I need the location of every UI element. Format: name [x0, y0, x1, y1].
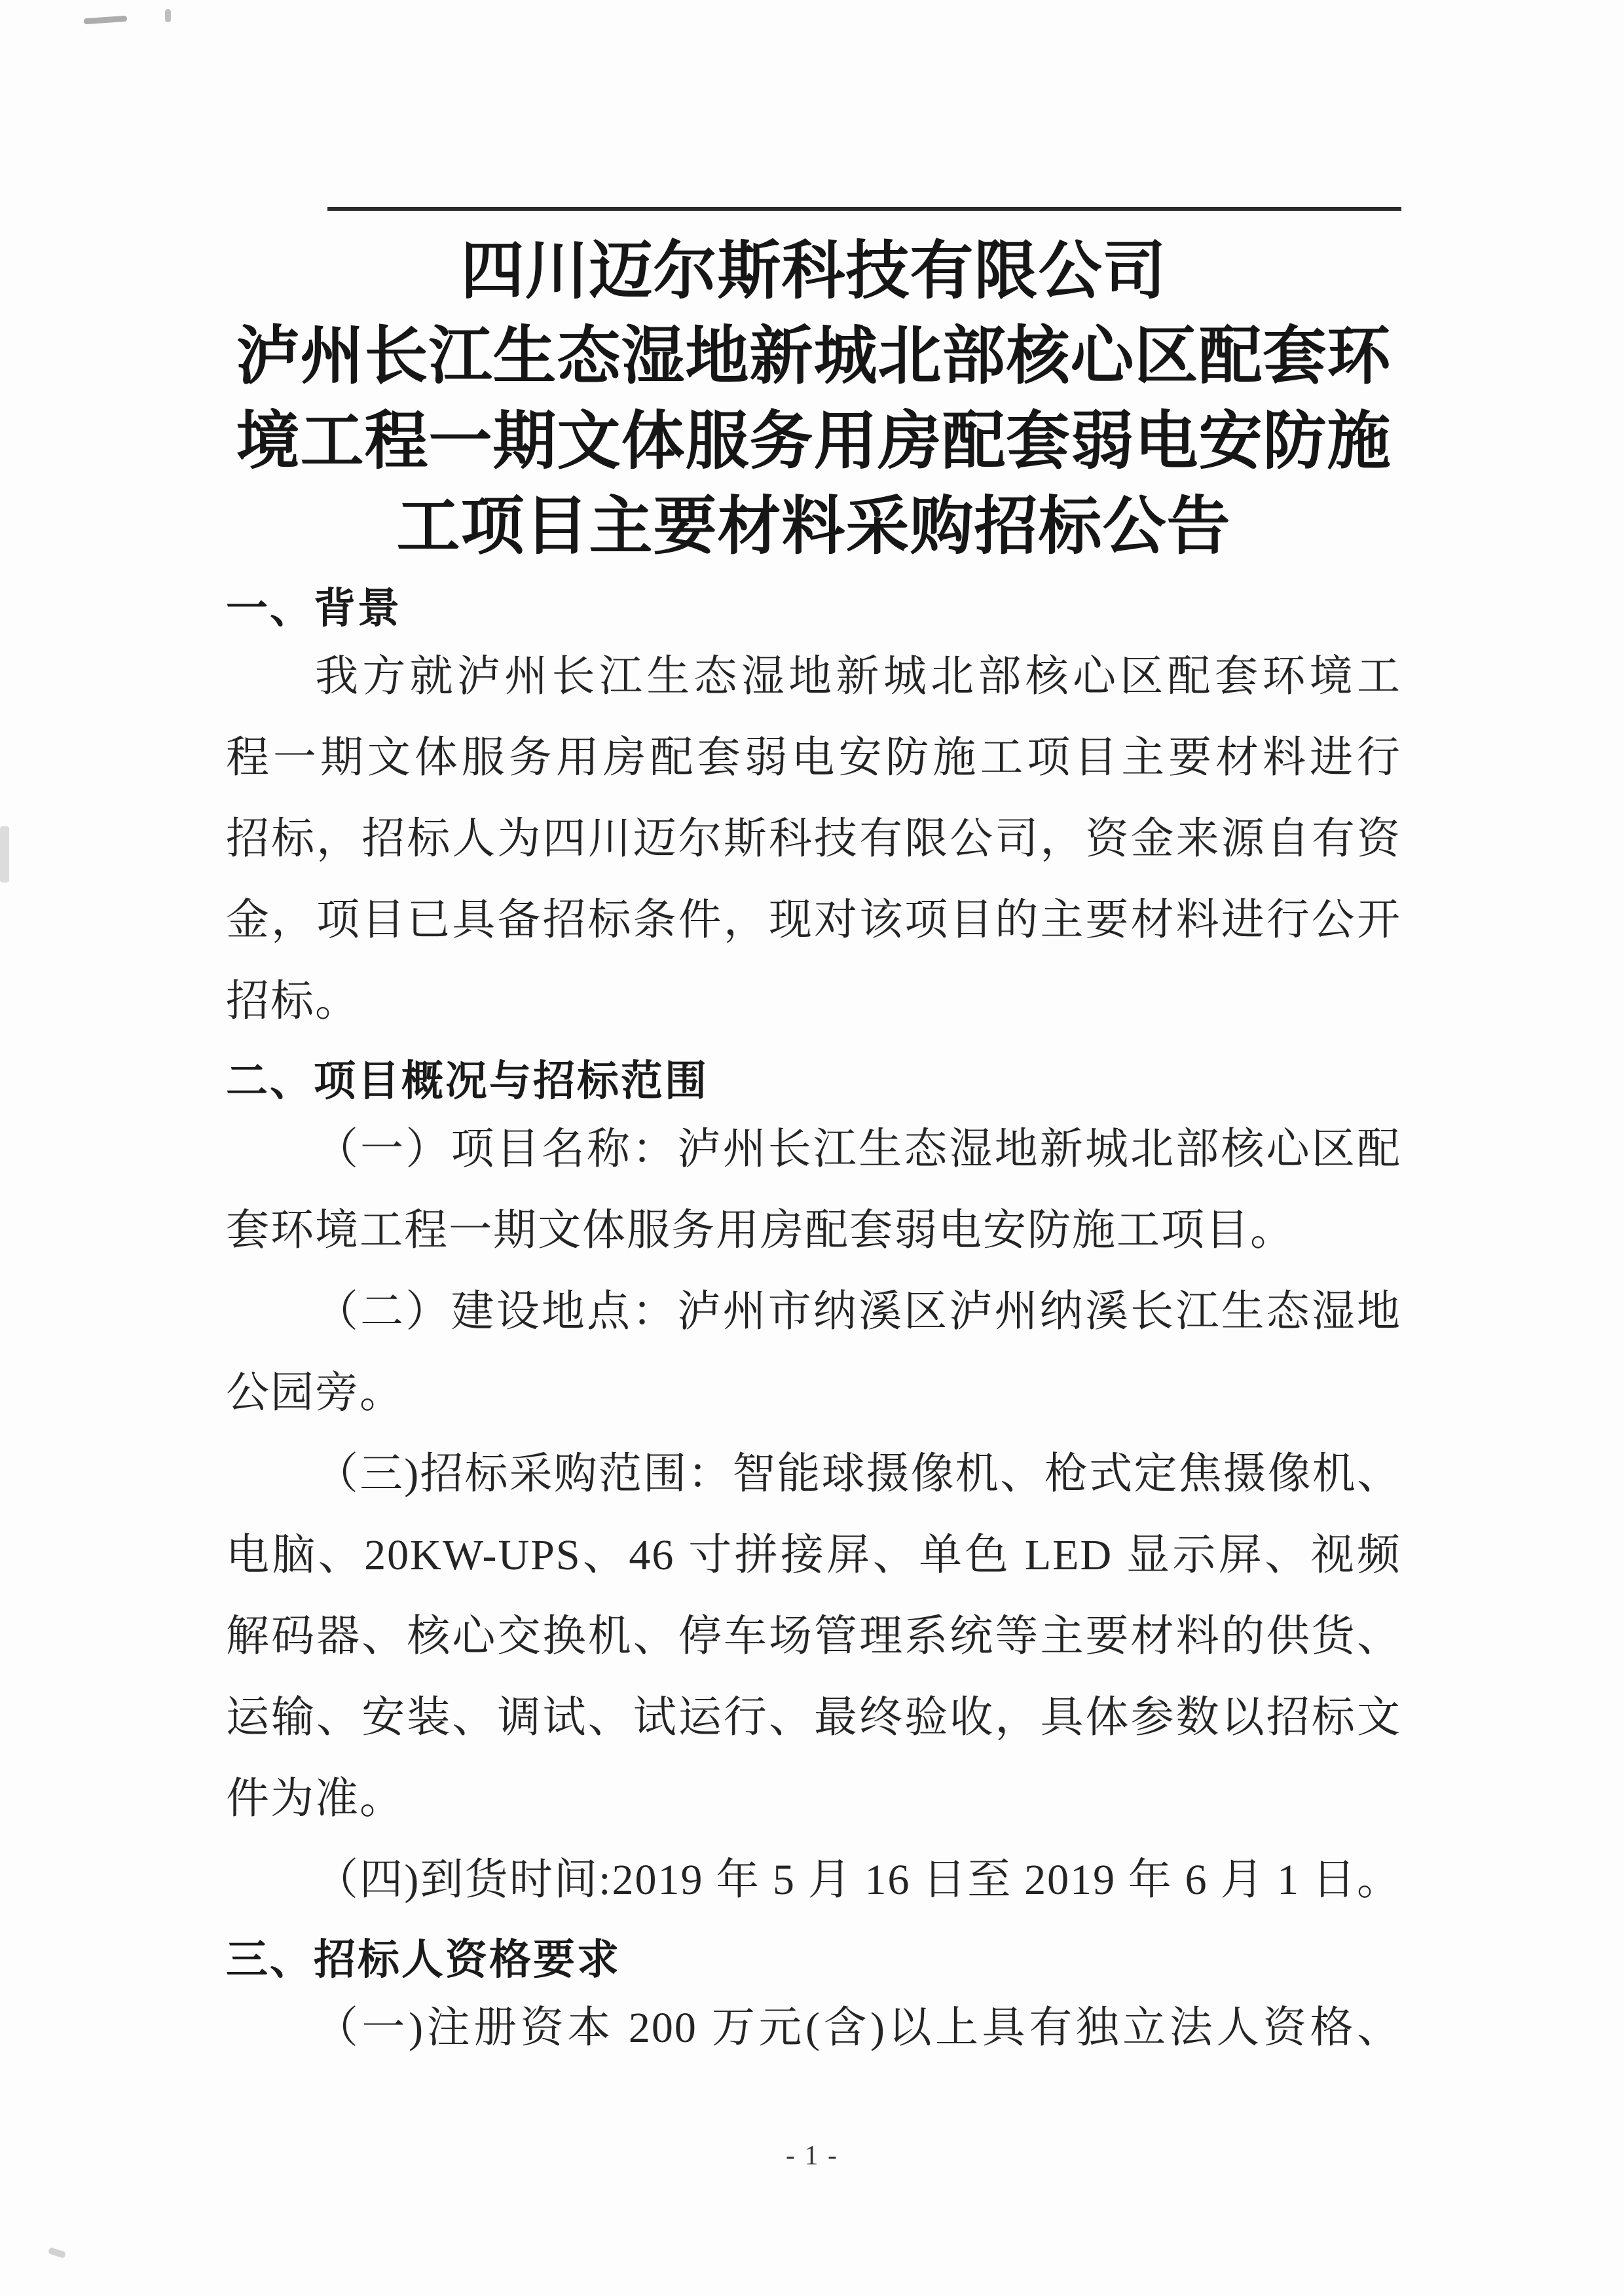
body-line: 解码器、核心交换机、停车场管理系统等主要材料的供货、: [226, 1613, 1401, 1660]
body-line: 金，项目已具备招标条件，现对该项目的主要材料进行公开: [226, 896, 1401, 944]
body-line: （一）项目名称：泸州长江生态湿地新城北部核心区配: [315, 1125, 1401, 1173]
body-line: 电脑、20KW-UPS、46 寸拼接屏、单色 LED 显示屏、视频: [226, 1531, 1401, 1579]
body-line: 套环境工程一期文体服务用房配套弱电安防施工项目。: [226, 1207, 1295, 1254]
document-content: [226, 0, 1401, 2069]
body-line: 件为准。: [226, 1775, 404, 1823]
page-number: - 1 -: [786, 2141, 838, 2171]
body-line: 公园旁。: [226, 1369, 404, 1417]
document-title-line: 四川迈尔斯科技有限公司: [460, 236, 1167, 306]
document-title-line: 境工程一期文体服务用房配套弱电安防施: [236, 407, 1392, 477]
document-title-line: 泸州长江生态湿地新城北部核心区配套环: [236, 321, 1392, 392]
section-heading-background: 一、背景: [226, 585, 401, 632]
body-line: 招标。: [226, 977, 360, 1025]
body-line: （二）建设地点：泸州市纳溪区泸州纳溪长江生态湿地: [315, 1288, 1401, 1336]
body-line: （一)注册资本 200 万元(含)以上具有独立法人资格、: [315, 2004, 1401, 2052]
body-line: 运输、安装、调试、试运行、最终验收，具体参数以招标文: [226, 1694, 1401, 1741]
body-line: （四)到货时间:2019 年 5 月 16 日至 2019 年 6 月 1 日。: [315, 1856, 1401, 1904]
scan-artifact: [165, 9, 171, 22]
body-line: （三)招标采购范围：智能球摄像机、枪式定焦摄像机、: [315, 1450, 1401, 1498]
scan-artifact: [0, 826, 9, 883]
scan-artifact: [84, 16, 127, 25]
section-heading-project-overview: 二、项目概况与招标范围: [226, 1057, 709, 1104]
document-title-line: 工项目主要材料采购招标公告: [396, 492, 1231, 562]
document-title: [226, 229, 1401, 570]
body-line: 程一期文体服务用房配套弱电安防施工项目主要材料进行: [226, 734, 1401, 782]
body-line: 我方就泸州长江生态湿地新城北部核心区配套环境工: [315, 653, 1401, 701]
section-heading-bidder-qualifications: 三、招标人资格要求: [226, 1936, 621, 1983]
scan-artifact: [48, 2247, 66, 2259]
body-line: 招标，招标人为四川迈尔斯科技有限公司，资金来源自有资: [226, 815, 1401, 863]
